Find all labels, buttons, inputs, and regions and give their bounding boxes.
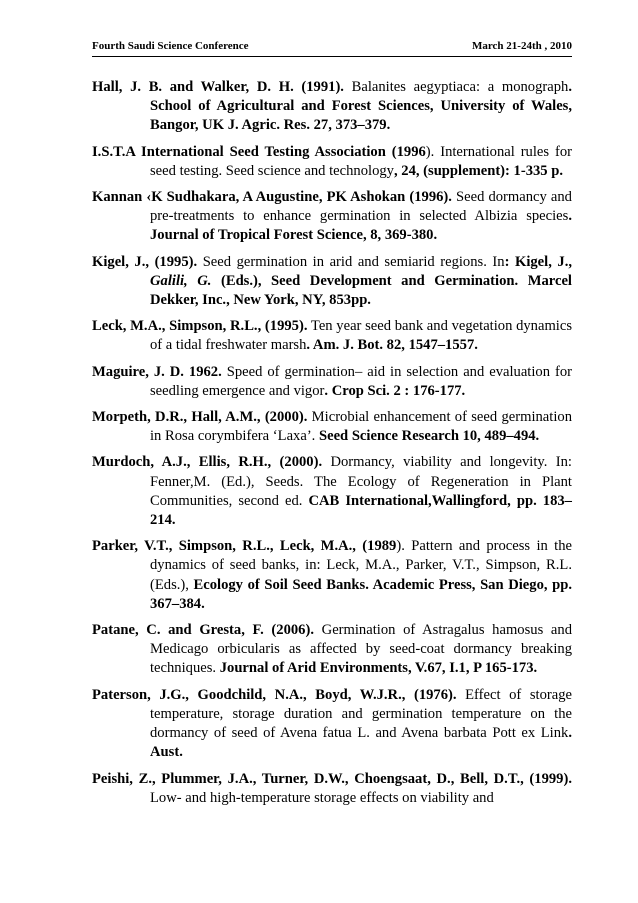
page-header	[92, 40, 572, 57]
reference-text-run: Parker, V.T., Simpson, R.L., Leck, M.A., (1989	[92, 538, 397, 555]
reference-entry	[92, 143, 572, 181]
reference-entry	[92, 363, 572, 401]
reference-text-run: Ecology of Soil Seed Banks. Academic Press, San Diego, pp. 367–384.	[150, 576, 572, 612]
reference-entry	[92, 686, 572, 763]
reference-entry	[92, 78, 572, 136]
reference-text-run: Speed of germination– aid in selection and evaluation for seedling emergence and vigor	[150, 363, 572, 399]
reference-entry	[92, 770, 572, 808]
reference-text-run: : Kigel, J.,	[504, 253, 572, 270]
reference-text-run: Galili, G.	[150, 272, 212, 289]
reference-text-run: Maguire, J. D. 1962.	[92, 363, 222, 380]
reference-list	[92, 78, 572, 815]
reference-text-run: Microbial enhancement of seed germination in Rosa corymbifera ‘Laxa’.	[150, 409, 572, 445]
reference-text-run: . Crop Sci. 2 : 176-177.	[324, 382, 466, 399]
reference-text-run: Dormancy, viability and longevity. In: Fenner,M. (Ed.), Seeds. The Ecology of Regeneration in Plant Communities, second ed.	[150, 454, 572, 509]
reference-entry	[92, 317, 572, 355]
reference-text-run: Balanites aegyptiaca: a monograph	[343, 79, 569, 95]
reference-entry	[92, 188, 572, 246]
reference-text-run: , 24, (supplement): 1-335 p.	[393, 162, 564, 179]
reference-text-run: Kannan ‹K Sudhakara, A Augustine, PK Ashokan (1996).	[92, 189, 452, 206]
reference-text-run: Effect of storage temperature, storage duration and germination temperature on the dormancy of seed of Avena fatua L. and Avena barbata Pott ex Link	[150, 686, 573, 742]
reference-entry	[92, 621, 572, 679]
reference-text-run: . Aust.	[150, 725, 572, 761]
reference-text-run: ). International rules for seed testing. Seed science and technology	[150, 143, 572, 179]
reference-text-run: Low- and high-temperature storage effects on viability and	[150, 789, 494, 806]
reference-text-run: Paterson, J.G., Goodchild, N.A., Boyd, W.J.R., (1976).	[92, 686, 457, 703]
reference-text-run: (Eds.), Seed Development and Germination. Marcel Dekker, Inc., New York, NY, 853pp.	[150, 272, 572, 309]
reference-text-run	[150, 273, 211, 289]
reference-text-run: . Journal of Tropical Forest Science, 8, 369-380.	[150, 208, 572, 244]
reference-text-run: Kigel, J., (1995).	[92, 253, 198, 270]
reference-text-run: Journal of Arid Environments, V.67, I.1, P 165-173.	[219, 660, 538, 677]
reference-entry	[92, 253, 572, 311]
reference-text-run: Patane, C. and Gresta, F. (2006).	[92, 622, 314, 639]
reference-text-run: . Am. J. Bot. 82, 1547–1557.	[306, 337, 478, 354]
reference-entry	[92, 453, 572, 530]
reference-text-run: CAB International,Wallingford, pp. 183–214.	[150, 492, 572, 529]
reference-text-run: Germination of Astragalus hamosus and Medicago orbicularis as affected by seed-coat dormancy breaking techniques.	[150, 622, 573, 677]
reference-text-run: Murdoch, A.J., Ellis, R.H., (2000).	[92, 454, 323, 471]
reference-text-run: I.S.T.A International Seed Testing Association (1996	[92, 143, 426, 160]
reference-entry	[92, 408, 572, 446]
reference-text-run: Seed Science Research 10, 489–494.	[318, 428, 540, 445]
reference-text-run: . School of Agricultural and Forest Sciences, University of Wales, Bangor, UK J. Agric. Res. 27, 373–379.	[150, 79, 572, 134]
reference-text-run: Hall, J. B. and Walker, D. H. (1991).	[92, 79, 344, 95]
reference-text-run: Morpeth, D.R., Hall, A.M., (2000).	[92, 409, 308, 426]
reference-text-run: Ten year seed bank and vegetation dynamics of a tidal freshwater marsh	[150, 318, 573, 354]
reference-text-run: ). Pattern and process in the dynamics of seed banks, in: Leck, M.A., Parker, V.T., Simpson, R.L. (Eds.),	[150, 538, 572, 593]
reference-text-run: Seed germination in arid and semiarid regions. In	[197, 253, 505, 270]
conference-title: Fourth Saudi Science Conference	[92, 40, 249, 52]
reference-text-run: Peishi, Z., Plummer, J.A., Turner, D.W., Choengsaat, D., Bell, D.T., (1999).	[92, 770, 572, 787]
reference-text-run: Leck, M.A., Simpson, R.L., (1995).	[92, 318, 308, 335]
reference-text-run: Seed dormancy and pre-treatments to enhance germination in selected Albizia species	[150, 189, 572, 225]
reference-entry	[92, 537, 572, 614]
conference-date: March 21-24th , 2010	[471, 40, 572, 52]
